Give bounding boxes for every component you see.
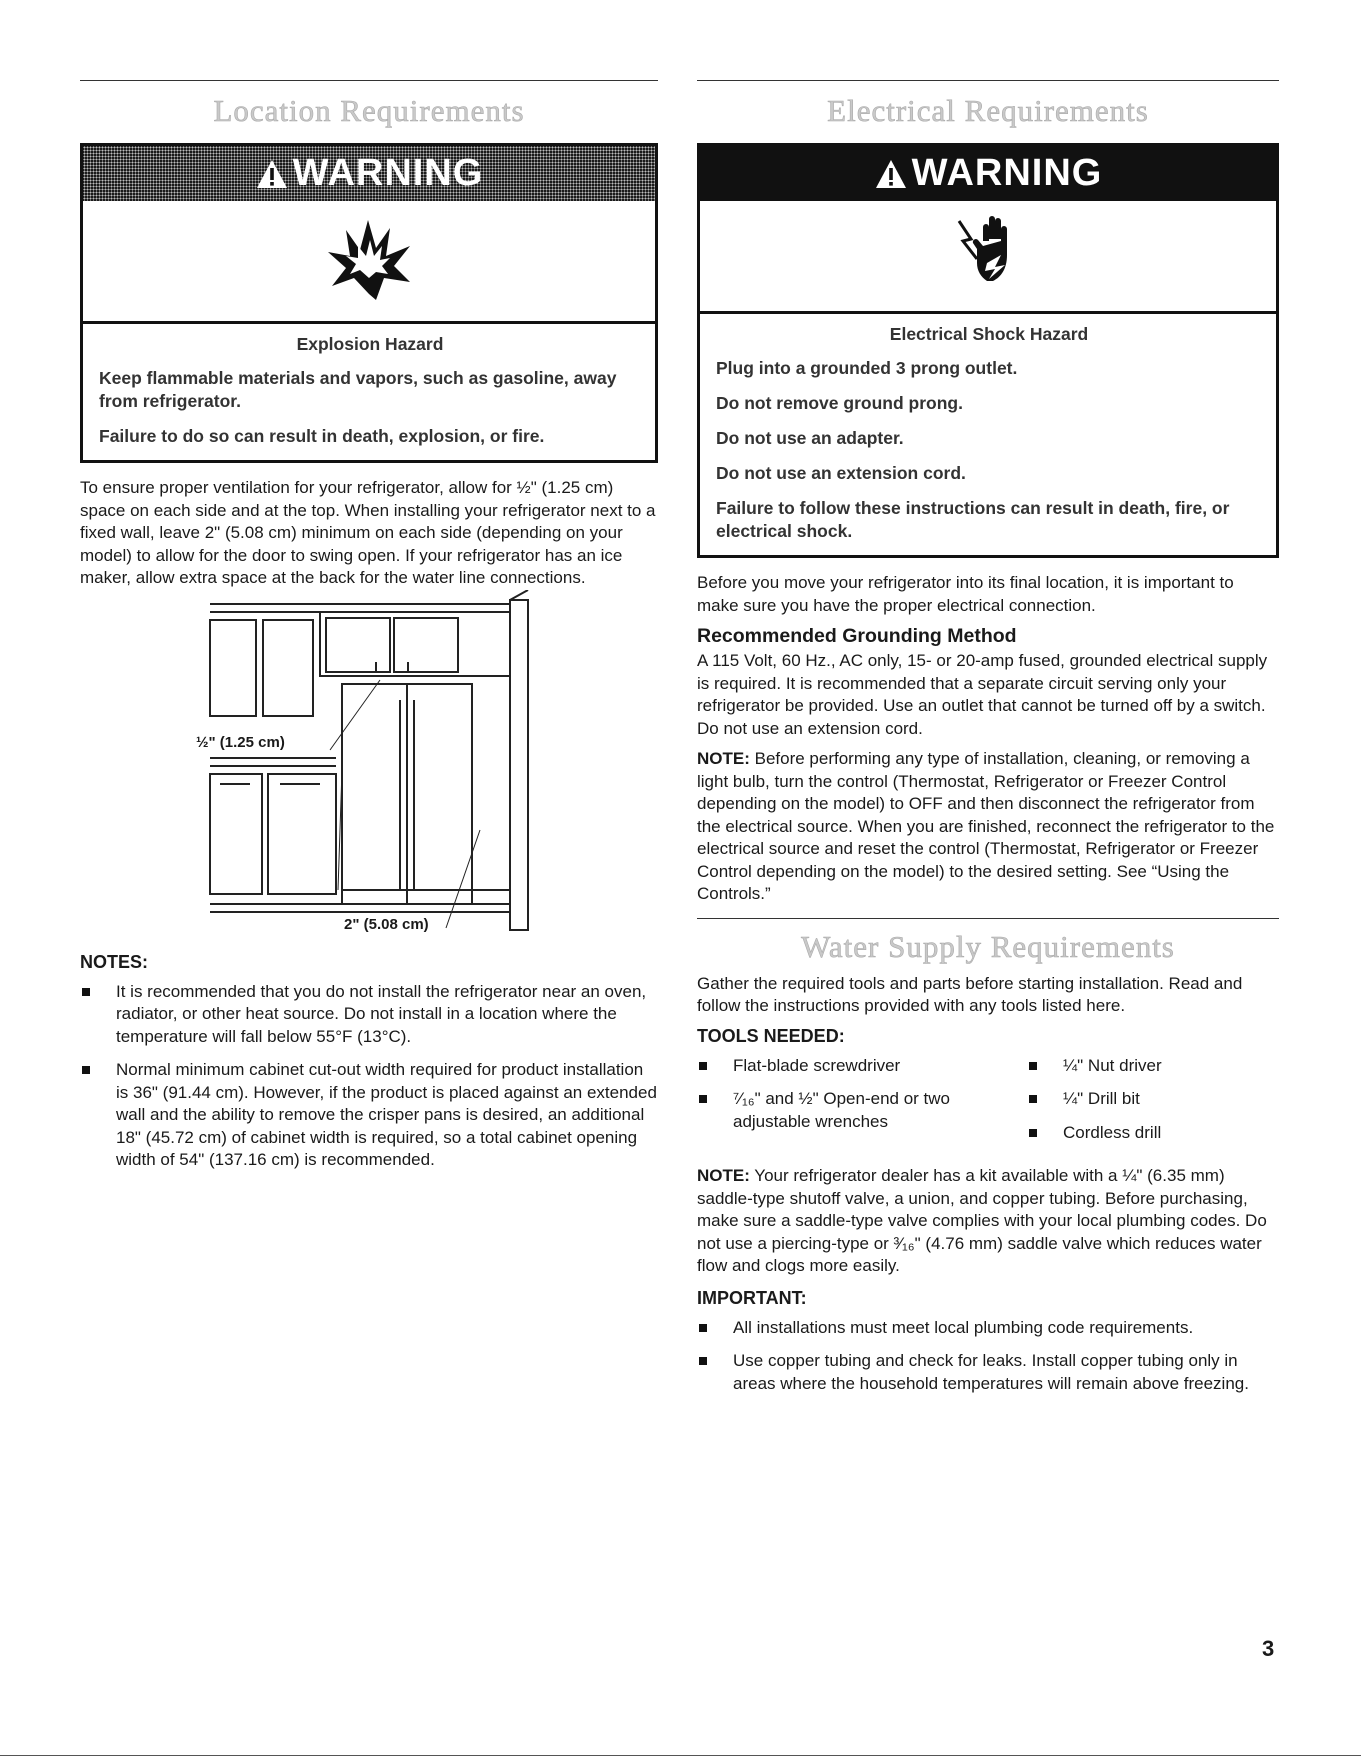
section-rule — [697, 918, 1279, 919]
notes-list — [80, 981, 658, 1172]
note-label: NOTE: — [697, 1166, 750, 1185]
list-item: Use copper tubing and check for leaks. Install copper tubing only in areas where the household temperatures will remain above freezing. — [697, 1350, 1279, 1395]
warning-label: WARNING — [911, 152, 1103, 194]
tools-heading: TOOLS NEEDED: — [697, 1025, 845, 1046]
electrical-section — [697, 80, 1279, 1406]
hazard-title: Electrical Shock Hazard — [889, 324, 1089, 344]
warning-triangle-icon — [874, 158, 908, 190]
section-rule — [697, 80, 1279, 81]
shock-warning-box — [697, 143, 1279, 558]
refrigerator-clearance-diagram — [80, 590, 658, 950]
warning-line: Failure to do so can result in death, explosion, or fire. — [99, 426, 545, 446]
important-heading: IMPORTANT: — [697, 1287, 807, 1308]
warning-body — [700, 314, 1276, 555]
explosion-icon — [324, 216, 414, 306]
warning-line: Do not use an extension cord. — [716, 463, 966, 483]
door-clearance-label: 2" (5.08 cm) — [344, 915, 429, 933]
bottom-rule — [0, 1755, 1361, 1756]
warning-triangle-icon — [255, 158, 289, 190]
section-rule — [80, 80, 658, 81]
warning-line: Do not use an adapter. — [716, 428, 904, 448]
warning-label: WARNING — [292, 152, 484, 194]
warning-line: Plug into a grounded 3 prong outlet. — [716, 358, 1018, 378]
warning-body — [83, 324, 655, 460]
notes-heading: NOTES: — [80, 951, 149, 972]
warning-header — [83, 146, 655, 201]
warning-line: Do not remove ground prong. — [716, 393, 963, 413]
warning-header — [700, 146, 1276, 201]
water-note — [697, 1165, 1279, 1278]
note-text: Your refrigerator dealer has a kit available with a ¼" (6.35 mm) saddle-type shutoff valve, a union, and copper tubing. Before purchasing, make sure a saddle-type valve complies with your local plumbing codes. Do not use a piercing-type or ³⁄₁₆" (4.76 mm) saddle valve which reduces water flow and clogs more easily. — [697, 1166, 1267, 1275]
list-item: ⁷⁄₁₆" and ½" Open-end or two adjustable wrenches — [697, 1088, 1027, 1133]
electrical-title: Electrical Requirements — [827, 93, 1149, 128]
tools-list-left — [697, 1055, 1027, 1156]
hazard-title: Explosion Hazard — [296, 334, 444, 354]
warning-line: Keep flammable materials and vapors, such as gasoline, away from refrigerator. — [99, 368, 617, 411]
electrical-intro: Before you move your refrigerator into its final location, it is important to make sure you have the proper electrical connection. — [697, 573, 1234, 615]
grounding-heading: Recommended Grounding Method — [697, 625, 1017, 647]
electric-shock-hand-icon — [953, 211, 1023, 301]
clearance-figure — [80, 590, 658, 950]
side-clearance-label: ½" (1.25 cm) — [196, 733, 285, 751]
note-text: Before performing any type of installation, cleaning, or removing a light bulb, turn the control (Thermostat, Refrigerator or Freezer Control depending on the model) to OFF and then disconnect the refrigerator from the electrical source. When you are finished, reconnect the refrigerator to the electrical source and reset the control (Thermostat, Refrigerator or Freezer Control depending on the model) to the desired setting. See “Using the Controls.” — [697, 749, 1275, 903]
location-section — [80, 80, 658, 1183]
note-label: NOTE: — [697, 749, 750, 768]
water-intro: Gather the required tools and parts before starting installation. Read and follow the instructions provided with any tools listed here. — [697, 973, 1243, 1015]
ventilation-paragraph: To ensure proper ventilation for your refrigerator, allow for ½" (1.25 cm) space on each side and at the top. When installing your refrigerator next to a fixed wall, leave 2" (5.08 cm) minimum on each side (depending on your model) to allow for the door to swing open. If your refrigerator has an ice maker, allow extra space at the back for the water line connections. — [80, 478, 656, 587]
tools-list — [697, 1055, 1279, 1156]
list-item: Flat-blade screwdriver — [697, 1055, 1027, 1078]
list-item: Normal minimum cabinet cut-out width required for product installation is 36" (91.44 cm). However, if the product is placed against an extended wall and the ability to remove the crisper pans is desired, an additional 18" (45.72 cm) of cabinet width is required, so a total cabinet opening width of 54" (137.16 cm) is recommended. — [80, 1059, 658, 1172]
page-number: 3 — [1262, 1636, 1275, 1661]
list-item: ¼" Drill bit — [1027, 1088, 1279, 1111]
warning-line: Failure to follow these instructions can result in death, fire, or electrical shock. — [716, 498, 1230, 541]
grounding-text: A 115 Volt, 60 Hz., AC only, 15- or 20-amp fused, grounded electrical supply is required. It is recommended that a separate circuit serving only your refrigerator be provided. Use an outlet that cannot be turned off by a switch. Do not use an extension cord. — [697, 651, 1268, 738]
shock-icon-area — [700, 201, 1276, 314]
electrical-note — [697, 748, 1279, 906]
list-item: It is recommended that you do not install the refrigerator near an oven, radiator, or other heat source. Do not install in a location where the temperature will fall below 55°F (13°C). — [80, 981, 658, 1049]
list-item: ¼" Nut driver — [1027, 1055, 1279, 1078]
list-item: Cordless drill — [1027, 1122, 1279, 1145]
list-item: All installations must meet local plumbing code requirements. — [697, 1317, 1279, 1340]
explosion-icon-area — [83, 201, 655, 324]
location-title: Location Requirements — [213, 93, 525, 128]
important-list — [697, 1317, 1279, 1396]
water-title: Water Supply Requirements — [801, 928, 1175, 964]
tools-list-right — [1027, 1055, 1279, 1156]
explosion-warning-box — [80, 143, 658, 463]
